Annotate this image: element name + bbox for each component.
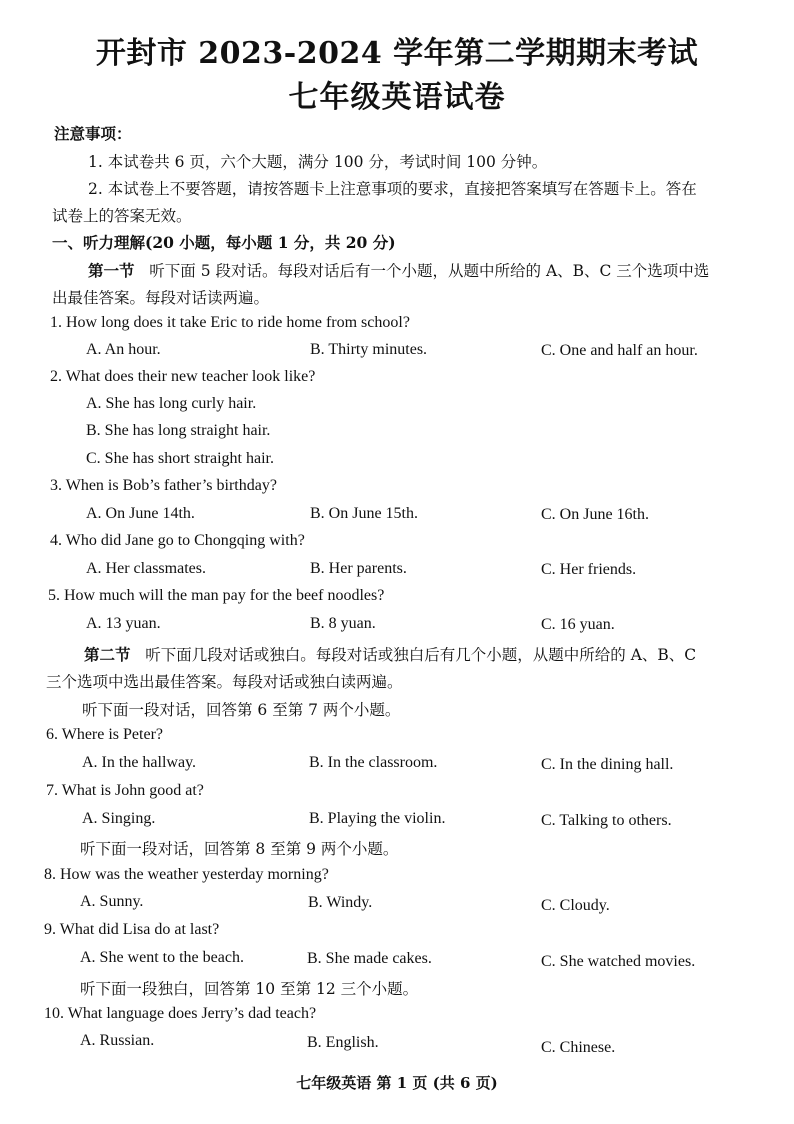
q9-option-a: A. She went to the beach. [80, 949, 244, 966]
q10-option-c: C. Chinese. [541, 1039, 616, 1056]
instruction-6-7: 听下面一段对话，回答第 6 至第 7 两个小题。 [82, 701, 401, 719]
part2-intro-cont: 三个选项中选出最佳答案。每段对话或独白读两遍。 [46, 673, 403, 691]
question-6: 6. Where is Peter? [46, 726, 163, 743]
q4-option-b: B. Her parents. [310, 560, 407, 577]
question-10: 10. What language does Jerry’s dad teach? [44, 1005, 317, 1022]
section-heading: 一、听力理解(20 小题，每小题 1 分，共 20 分) [52, 233, 396, 252]
q3-option-a: A. On June 14th. [86, 505, 195, 522]
q10-option-b: B. English. [307, 1034, 379, 1051]
exam-title: 开封市 2023-2024 学年第二学期期末考试 [95, 36, 699, 71]
part2-intro [84, 643, 696, 665]
q6-option-a: A. In the hallway. [82, 754, 197, 771]
q5-option-a: A. 13 yuan. [86, 615, 161, 632]
q1-option-a: A. An hour. [86, 341, 161, 358]
part2-text: 听下面几段对话或独白。每段对话或独白后有几个小题，从题中所给的 A、B、C [145, 646, 697, 664]
question-2: 2. What does their new teacher look like? [50, 368, 316, 385]
part2-label: 第二节 [84, 645, 131, 664]
part1-intro-cont: 出最佳答案。每段对话读两遍。 [52, 289, 270, 307]
q3-option-c: C. On June 16th. [541, 506, 649, 523]
q2-option-c: C. She has short straight hair. [86, 450, 274, 467]
q6-option-c: C. In the dining hall. [541, 756, 674, 773]
question-7: 7. What is John good at? [46, 782, 204, 799]
note-item-1: 1. 本试卷共 6 页，六个大题，满分 100 分，考试时间 100 分钟。 [88, 153, 548, 171]
instruction-8-9: 听下面一段对话，回答第 8 至第 9 两个小题。 [80, 840, 399, 858]
q9-option-c: C. She watched movies. [541, 953, 696, 970]
q1-option-c: C. One and half an hour. [541, 342, 698, 359]
part1-label: 第一节 [88, 261, 135, 280]
q10-option-a: A. Russian. [80, 1032, 155, 1049]
q2-option-b: B. She has long straight hair. [86, 422, 271, 439]
q7-option-c: C. Talking to others. [541, 812, 672, 829]
part1-text: 听下面 5 段对话。每段对话后有一个小题，从题中所给的 A、B、C 三个选项中选 [149, 262, 710, 280]
question-3: 3. When is Bob’s father’s birthday? [50, 477, 277, 494]
page-footer: 七年级英语 第 1 页 (共 6 页) [296, 1074, 498, 1092]
note-item-2: 2. 本试卷上不要答题，请按答题卡上注意事项的要求，直接把答案填写在答题卡上。答在 [88, 180, 697, 198]
notes-heading: 注意事项： [54, 124, 132, 143]
q5-option-b: B. 8 yuan. [310, 615, 376, 632]
part1-intro [88, 259, 709, 281]
q5-option-c: C. 16 yuan. [541, 616, 615, 633]
instruction-10-12: 听下面一段独白，回答第 10 至第 12 三个小题。 [80, 980, 419, 998]
question-5: 5. How much will the man pay for the beef noodles? [48, 587, 385, 604]
q9-option-b: B. She made cakes. [307, 950, 432, 967]
q6-option-b: B. In the classroom. [309, 754, 438, 771]
question-4: 4. Who did Jane go to Chongqing with? [50, 532, 305, 549]
q8-option-b: B. Windy. [308, 894, 373, 911]
q7-option-b: B. Playing the violin. [309, 810, 446, 827]
question-8: 8. How was the weather yesterday morning? [44, 866, 329, 883]
q1-option-b: B. Thirty minutes. [310, 341, 428, 358]
exam-subtitle: 七年级英语试卷 [288, 80, 506, 115]
q4-option-a: A. Her classmates. [86, 560, 206, 577]
question-1: 1. How long does it take Eric to ride home from school? [50, 314, 410, 331]
question-9: 9. What did Lisa do at last? [44, 921, 220, 938]
q4-option-c: C. Her friends. [541, 561, 637, 578]
q8-option-a: A. Sunny. [80, 893, 144, 910]
q7-option-a: A. Singing. [82, 810, 156, 827]
note-item-2-cont: 试卷上的答案无效。 [52, 207, 192, 225]
q3-option-b: B. On June 15th. [310, 505, 418, 522]
q8-option-c: C. Cloudy. [541, 897, 610, 914]
q2-option-a: A. She has long curly hair. [86, 395, 257, 412]
